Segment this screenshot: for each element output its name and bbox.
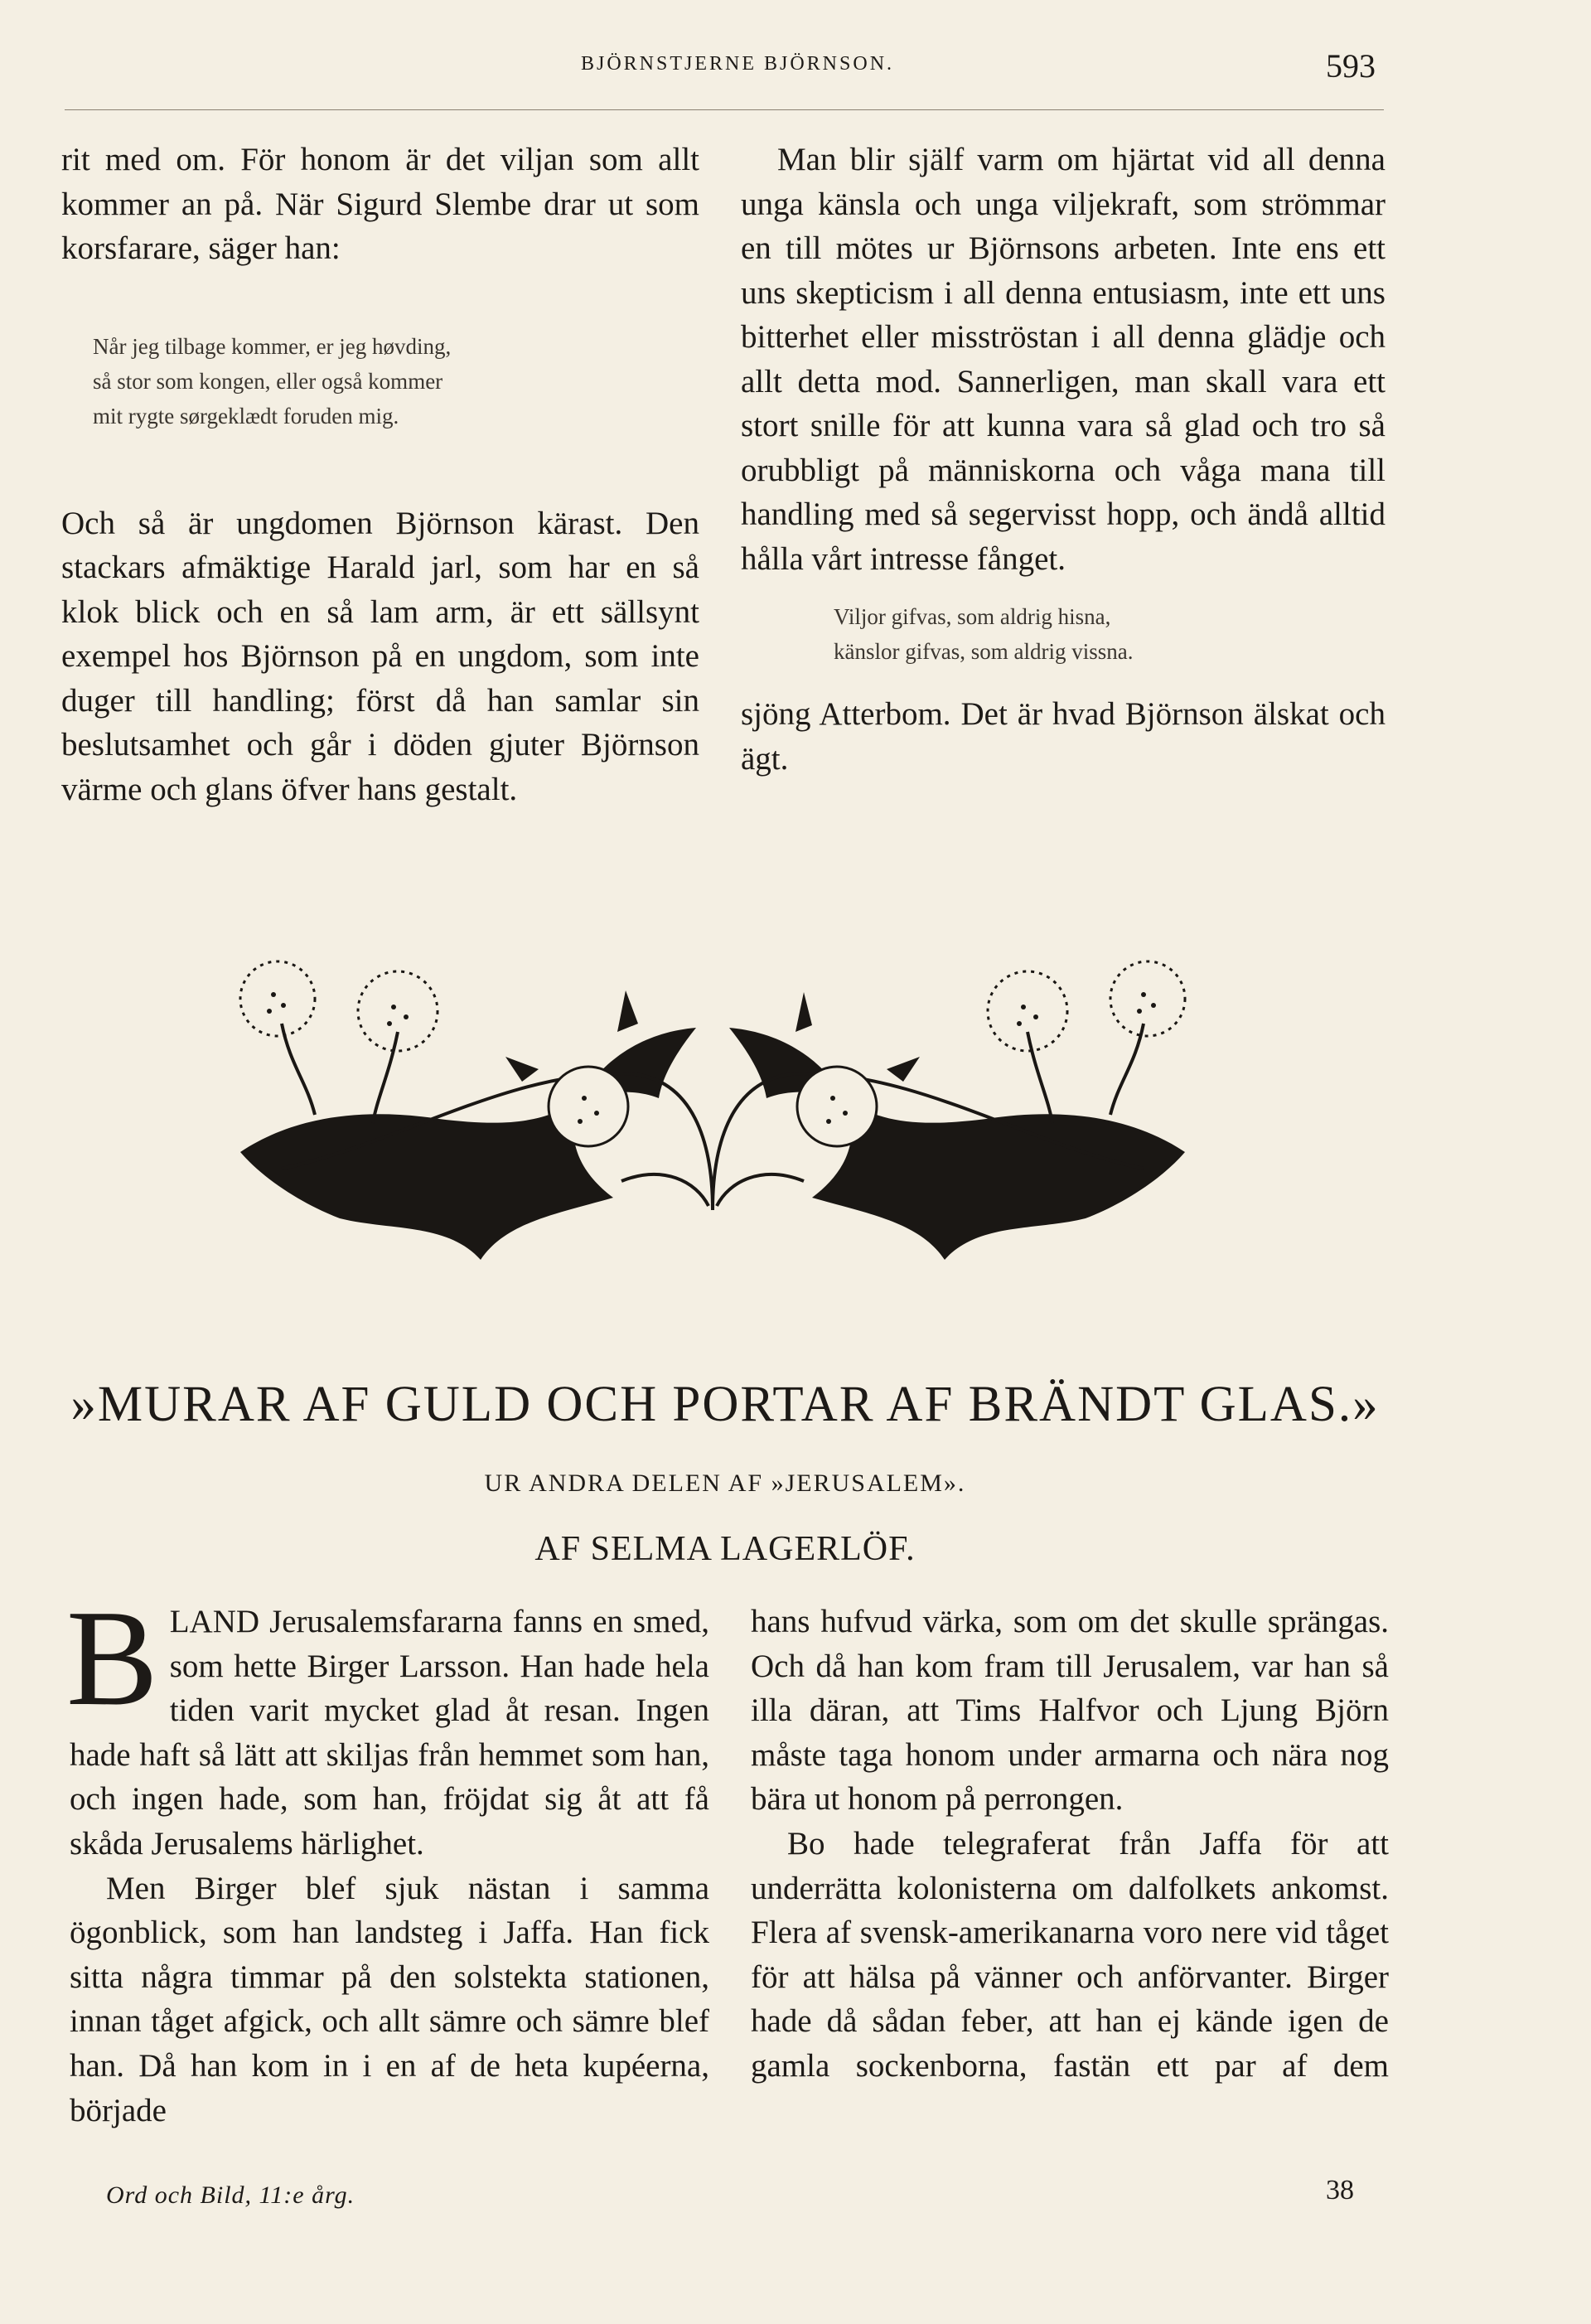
norwegian-verse (93, 329, 699, 433)
paragraph: hans hufvud värka, som om det skulle sprängas. Och då han kom fram till Jerusalem, var han så illa däran, att Tims Halfvor och Ljung Björn måste taga honom under armarna och nära nog bära ut honom på perrongen. (751, 1604, 1389, 1818)
verse-line: så stor som kongen, eller også kommer (93, 368, 443, 394)
paragraph: Men Birger blef sjuk nästan i samma ögonblick, som han landsteg i Jaffa. Han fick sitta några timmar på den solstekta stationen, innan tåget afgick, och allt sämre och sämre blef han. Då han kom in i en af de heta kupéerna, började (70, 1870, 709, 2128)
right-column-bottom (751, 1600, 1389, 2089)
verse-line: Viljor gifvas, som aldrig hisna, (834, 604, 1111, 629)
paragraph: sjöng Atterbom. Det är hvad Björnson älskat och ägt. (741, 696, 1385, 777)
floral-ornament-icon (232, 932, 1193, 1281)
article-subtitle: UR ANDRA DELEN AF »JERUSALEM». (484, 1469, 966, 1497)
drop-cap: B (66, 1581, 158, 1734)
left-column-bottom (66, 1581, 709, 2133)
running-title: BJÖRNSTJERNE BJÖRNSON. (580, 53, 895, 75)
left-column-top (61, 138, 699, 811)
footer-journal: Ord och Bild, 11:e årg. (106, 2181, 355, 2209)
opening-paragraph (66, 1581, 709, 1866)
paragraph-text: LAND Jerusalemsfararna fanns en smed, som hette Birger Larsson. Han hade hela tiden varit mycket glad åt resan. Ingen hade haft så lätt att skiljas från hemmet som han, och ingen hade, som han, fröjdat sig åt att få skåda Jerusalems härlighet. (70, 1604, 709, 1862)
verse-line: känslor gifvas, som aldrig vissna. (834, 639, 1134, 664)
article-title: »MURAR AF GULD OCH PORTAR AF BRÄNDT GLAS.» (70, 1377, 1380, 1432)
paragraph: rit med om. För honom är det viljan som allt kommer an på. När Sigurd Slembe drar ut som korsfarare, säger han: (61, 142, 699, 266)
paragraph: Och så är ungdomen Björnson kärast. Den stackars afmäktige Harald jarl, som har en så klok blick och en så lam arm, är ett sällsynt exempel hos Björnson på en ungdom, som inte duger till handling; först då han samlar sin beslutsamhet och går i döden gjuter Björnson värme och glans öfver hans gestalt. (61, 505, 699, 807)
verse-line: Når jeg tilbage kommer, er jeg høvding, (93, 333, 452, 359)
page-number: 593 (1326, 47, 1376, 85)
right-column-top (741, 138, 1385, 781)
article-byline: AF SELMA LAGERLÖF. (534, 1530, 916, 1568)
swedish-verse (834, 599, 1385, 669)
footer-signature: 38 (1326, 2175, 1354, 2205)
paragraph: Bo hade telegraferat från Jaffa för att underrätta kolonisterna om dalfolkets ankomst. Flera af svensk-amerikanarna voro nere vid tåget för att hälsa på vänner och anförvanter. Birger hade då sådan feber, att han ej kände igen de gamla sockenborna, fastän ett par af dem (751, 1825, 1389, 2084)
header-rule (65, 109, 1384, 110)
verse-line: mit rygte sørgeklædt foruden mig. (93, 403, 399, 428)
paragraph: Man blir själf varm om hjärtat vid all denna unga känsla och unga viljekraft, som strömmar en till mötes ur Björnsons arbeten. Inte ens ett uns skepticism i all denna entusiasm, inte ett uns bitterhet eller misströstan i all denna glädje och allt detta mod. Sannerligen, man skall vara ett stort snille för att kunna vara så glad och tro så orubbligt på människorna och våga mana till handling med så segervisst hopp, och ändå alltid hålla vårt intresse fånget. (741, 142, 1385, 577)
